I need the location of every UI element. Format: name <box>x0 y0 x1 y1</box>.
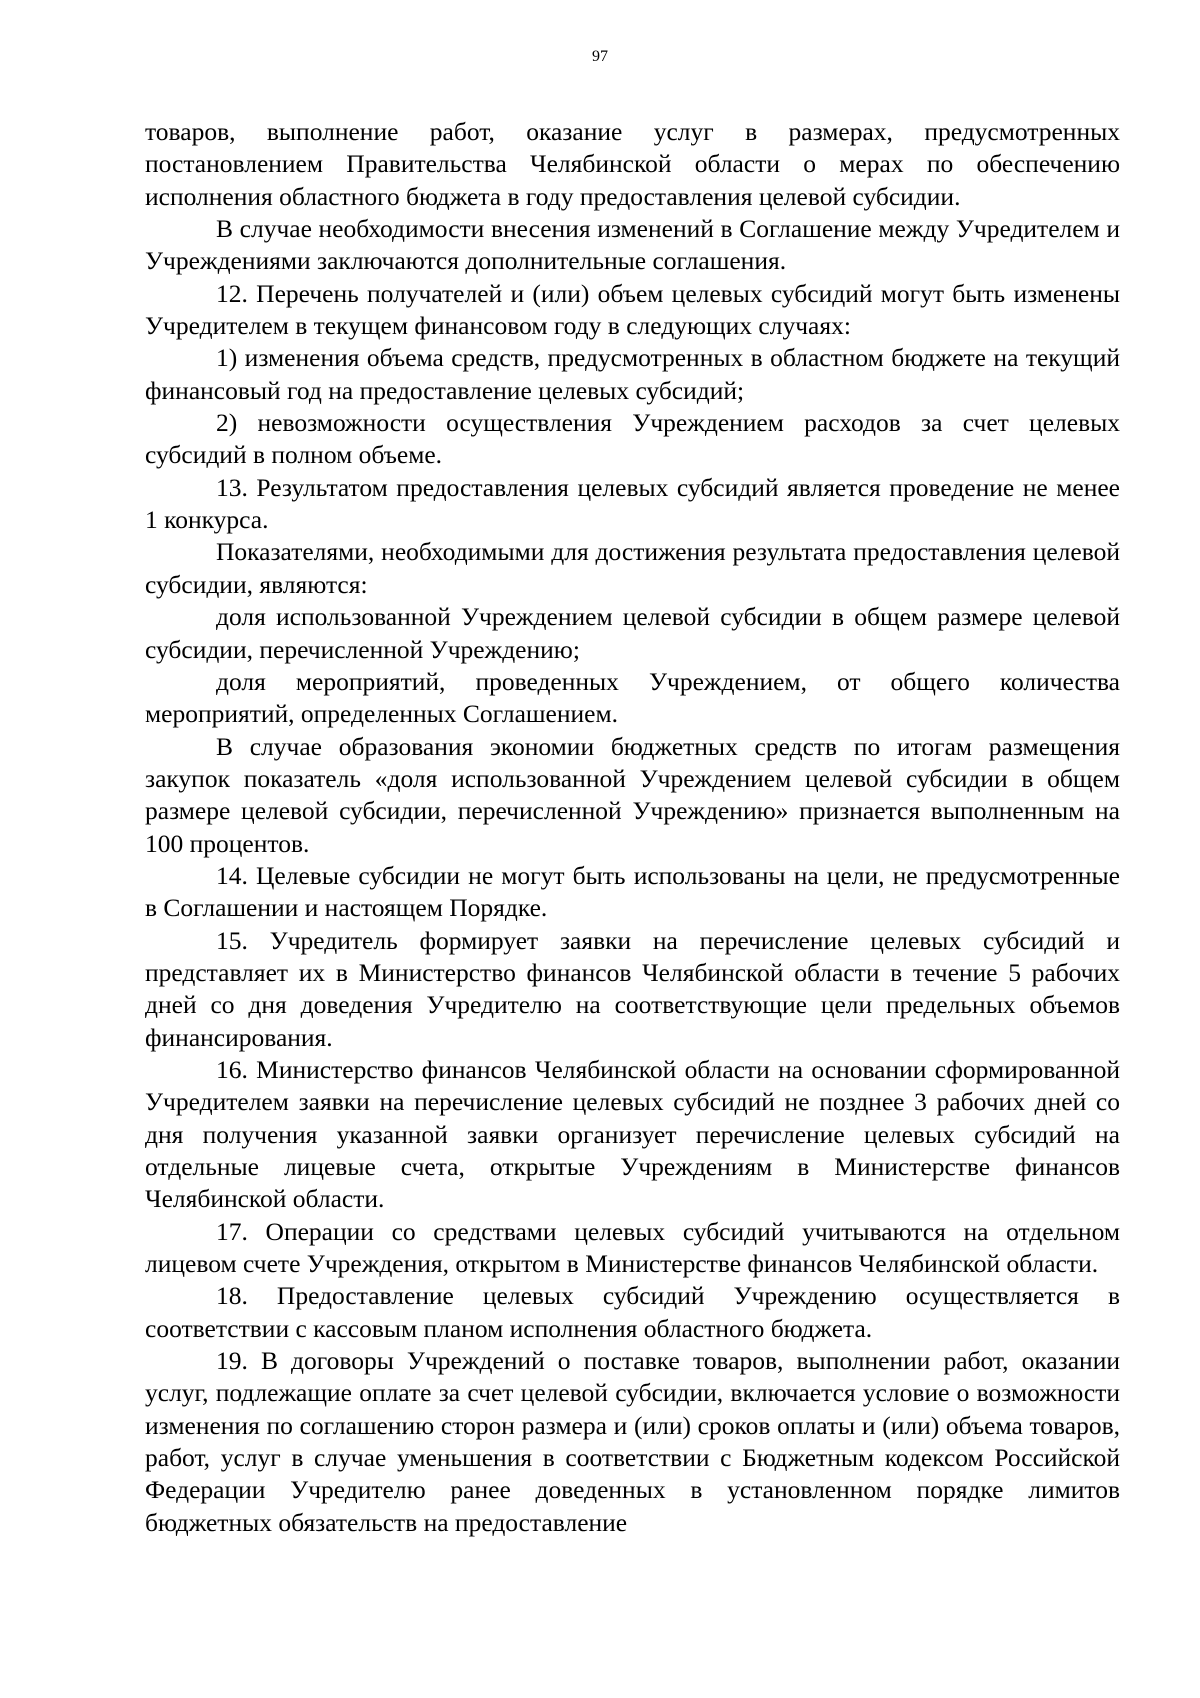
paragraph-17: 17. Операции со средствами целевых субсидий учитываются на отдельном лицевом счете Учреждения, открытом в Министерстве финансов Челябинской области. <box>145 1216 1120 1279</box>
paragraph-indicators: Показателями, необходимыми для достижения результата предоставления целевой субсидии, являются: <box>145 537 1120 599</box>
document-body <box>145 116 1120 1539</box>
paragraph-indicator-1: доля использованной Учреждением целевой субсидии в общем размере целевой субсидии, перечисленной Учреждению; <box>145 602 1120 664</box>
paragraph-savings: В случае образования экономии бюджетных средств по итогам размещения закупок показатель «доля использованной Учреждением целевой субсидии в общем размере целевой субсидии, перечисленной Учреждению» признается выполненным на 100 процентов. <box>145 731 1120 858</box>
paragraph-13: 13. Результатом предоставления целевых субсидий является проведение не менее 1 конкурса. <box>145 472 1120 535</box>
paragraph-14: 14. Целевые субсидии не могут быть использованы на цели, не предусмотренные в Соглашении и настоящем Порядке. <box>145 860 1120 923</box>
paragraph-indicator-2: доля мероприятий, проведенных Учреждением, от общего количества мероприятий, определенных Соглашением. <box>145 666 1120 729</box>
paragraph-15: 15. Учредитель формирует заявки на перечисление целевых субсидий и представляет их в Министерство финансов Челябинской области в течение 5 рабочих дней со дня доведения Учредителю на соответствующие цели предельных объемов финансирования. <box>145 925 1120 1052</box>
paragraph-19: 19. В договоры Учреждений о поставке товаров, выполнении работ, оказании услуг, подлежащие оплате за счет целевой субсидии, включается условие о возможности изменения по соглашению сторон размера и (или) сроков оплаты и (или) объема товаров, работ, услуг в случае уменьшения в соответствии с Бюджетным кодексом Российской Федерации Учредителю ранее доведенных в установленном порядке лимитов бюджетных обязательств на предоставление <box>145 1346 1120 1537</box>
paragraph-amendments: В случае необходимости внесения изменений в Соглашение между Учредителем и Учреждениями заключаются дополнительные соглашения. <box>145 214 1120 276</box>
paragraph-12: 12. Перечень получателей и (или) объем целевых субсидий могут быть изменены Учредителем в текущем финансовом году в следующих случаях: <box>145 278 1120 341</box>
paragraph-12-item-2: 2) невозможности осуществления Учреждением расходов за счет целевых субсидий в полном объеме. <box>145 408 1120 470</box>
paragraph-continuation: товаров, выполнение работ, оказание услуг в размерах, предусмотренных постановлением Правительства Челябинской области о мерах по обеспечению исполнения областного бюджета в году предоставления целевой субсидии. <box>145 117 1120 211</box>
page-number: 97 <box>592 48 608 65</box>
paragraph-12-item-1: 1) изменения объема средств, предусмотренных в областном бюджете на текущий финансовый год на предоставление целевых субсидий; <box>145 343 1120 405</box>
paragraph-18: 18. Предоставление целевых субсидий Учреждению осуществляется в соответствии с кассовым планом исполнения областного бюджета. <box>145 1281 1120 1343</box>
paragraph-16: 16. Министерство финансов Челябинской области на основании сформированной Учредителем заявки на перечисление целевых субсидий не позднее 3 рабочих дней со дня получения указанной заявки организует перечисление целевых субсидий на отдельные лицевые счета, открытые Учреждениям в Министерстве финансов Челябинской области. <box>145 1054 1120 1214</box>
